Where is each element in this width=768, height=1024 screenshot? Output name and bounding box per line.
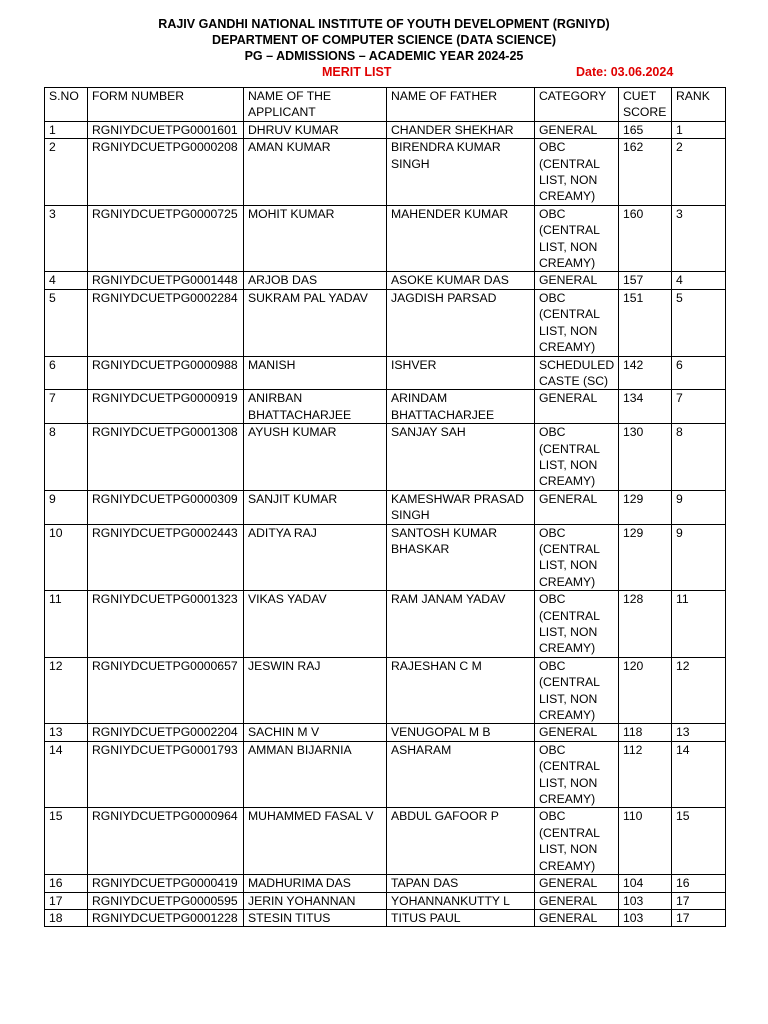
table-cell: RGNIYDCUETPG0000919 [88,390,244,424]
table-cell: AMAN KUMAR [244,139,387,206]
table-cell: 9 [672,490,726,524]
table-row [45,121,726,138]
table-cell: 5 [45,289,88,356]
column-header: S.NO [45,88,88,122]
table-cell: RGNIYDCUETPG0002284 [88,289,244,356]
table-cell: 8 [45,424,88,491]
table-cell: ISHVER [387,356,535,390]
table-cell: RGNIYDCUETPG0000964 [88,808,244,875]
table-cell: OBC (CENTRAL LIST, NON CREAMY) [535,657,619,724]
table-cell: SCHEDULED CASTE (SC) [535,356,619,390]
table-cell: 103 [619,909,672,926]
table-cell: GENERAL [535,121,619,138]
table-cell: 1 [45,121,88,138]
table-cell: 7 [672,390,726,424]
table-cell: 151 [619,289,672,356]
table-cell: 9 [672,524,726,591]
table-cell: 128 [619,591,672,658]
table-cell: ASHARAM [387,741,535,808]
table-cell: 13 [45,724,88,741]
table-row [45,356,726,390]
table-cell: ARINDAM BHATTACHARJEE [387,390,535,424]
table-cell: GENERAL [535,390,619,424]
table-cell: ANIRBAN BHATTACHARJEE [244,390,387,424]
table-cell: 1 [672,121,726,138]
table-cell: 13 [672,724,726,741]
table-cell: JAGDISH PARSAD [387,289,535,356]
table-cell: 2 [45,139,88,206]
table-cell: 103 [619,892,672,909]
table-header-row [45,88,726,122]
table-cell: 17 [672,892,726,909]
table-cell: 118 [619,724,672,741]
department-title: DEPARTMENT OF COMPUTER SCIENCE (DATA SCIENCE) [212,33,556,47]
table-cell: MUHAMMED FASAL V [244,808,387,875]
merit-list-label: MERIT LIST [322,65,392,79]
table-row [45,490,726,524]
table-cell: SUKRAM PAL YADAV [244,289,387,356]
column-header: RANK [672,88,726,122]
table-cell: 11 [672,591,726,658]
table-cell: RGNIYDCUETPG0001601 [88,121,244,138]
table-cell: MADHURIMA DAS [244,875,387,892]
table-cell: CHANDER SHEKHAR [387,121,535,138]
table-cell: 165 [619,121,672,138]
table-cell: GENERAL [535,490,619,524]
table-cell: SACHIN M V [244,724,387,741]
table-row [45,808,726,875]
table-body [45,121,726,927]
table-cell: RGNIYDCUETPG0001308 [88,424,244,491]
table-cell: RAM JANAM YADAV [387,591,535,658]
table-cell: ASOKE KUMAR DAS [387,272,535,289]
table-cell: 129 [619,490,672,524]
table-row [45,657,726,724]
table-cell: 15 [672,808,726,875]
table-cell: 142 [619,356,672,390]
table-cell: 2 [672,139,726,206]
table-cell: 9 [45,490,88,524]
table-cell: GENERAL [535,892,619,909]
table-cell: RGNIYDCUETPG0002443 [88,524,244,591]
table-cell: DHRUV KUMAR [244,121,387,138]
table-row [45,139,726,206]
merit-table [44,87,726,927]
table-cell: SANJIT KUMAR [244,490,387,524]
table-cell: RGNIYDCUETPG0000419 [88,875,244,892]
table-cell: 16 [672,875,726,892]
table-cell: YOHANNANKUTTY L [387,892,535,909]
table-cell: 10 [45,524,88,591]
column-header: NAME OF THE APPLICANT [244,88,387,122]
table-cell: ARJOB DAS [244,272,387,289]
table-cell: MOHIT KUMAR [244,205,387,272]
table-cell: 5 [672,289,726,356]
table-cell: OBC (CENTRAL LIST, NON CREAMY) [535,424,619,491]
table-cell: STESIN TITUS [244,909,387,926]
table-cell: RGNIYDCUETPG0000595 [88,892,244,909]
table-cell: JESWIN RAJ [244,657,387,724]
table-cell: 16 [45,875,88,892]
date-label: Date: 03.06.2024 [576,65,674,79]
column-header: CATEGORY [535,88,619,122]
table-cell: 6 [672,356,726,390]
table-cell: BIRENDRA KUMAR SINGH [387,139,535,206]
table-cell: 4 [45,272,88,289]
table-cell: ABDUL GAFOOR P [387,808,535,875]
table-row [45,390,726,424]
table-cell: 15 [45,808,88,875]
admissions-title: PG – ADMISSIONS – ACADEMIC YEAR 2024-25 [244,49,524,63]
table-cell: 6 [45,356,88,390]
table-cell: OBC (CENTRAL LIST, NON CREAMY) [535,591,619,658]
table-cell: VENUGOPAL M B [387,724,535,741]
table-row [45,272,726,289]
table-cell: 12 [672,657,726,724]
table-cell: 11 [45,591,88,658]
table-cell: TITUS PAUL [387,909,535,926]
table-cell: 129 [619,524,672,591]
table-row [45,909,726,926]
table-cell: 4 [672,272,726,289]
table-cell: 130 [619,424,672,491]
column-header: FORM NUMBER [88,88,244,122]
table-row [45,424,726,491]
table-cell: 162 [619,139,672,206]
table-cell: JERIN YOHANNAN [244,892,387,909]
table-cell: RAJESHAN C M [387,657,535,724]
table-cell: 3 [45,205,88,272]
table-row [45,289,726,356]
table-cell: GENERAL [535,909,619,926]
table-cell: 112 [619,741,672,808]
column-header: CUET SCORE [619,88,672,122]
table-cell: 134 [619,390,672,424]
table-cell: RGNIYDCUETPG0001448 [88,272,244,289]
table-cell: 7 [45,390,88,424]
table-row [45,741,726,808]
table-row [45,892,726,909]
table-cell: AMMAN BIJARNIA [244,741,387,808]
table-cell: RGNIYDCUETPG0001793 [88,741,244,808]
table-cell: 18 [45,909,88,926]
table-cell: RGNIYDCUETPG0001228 [88,909,244,926]
table-cell: RGNIYDCUETPG0000725 [88,205,244,272]
table-cell: RGNIYDCUETPG0000657 [88,657,244,724]
table-cell: 104 [619,875,672,892]
table-cell: 14 [45,741,88,808]
table-row [45,875,726,892]
table-cell: SANJAY SAH [387,424,535,491]
table-cell: GENERAL [535,272,619,289]
institute-title: RAJIV GANDHI NATIONAL INSTITUTE OF YOUTH DEVELOPMENT (RGNIYD) [158,17,610,31]
table-cell: 157 [619,272,672,289]
table-cell: 17 [672,909,726,926]
table-cell: KAMESHWAR PRASAD SINGH [387,490,535,524]
table-cell: 17 [45,892,88,909]
table-cell: RGNIYDCUETPG0000988 [88,356,244,390]
table-cell: OBC (CENTRAL LIST, NON CREAMY) [535,289,619,356]
table-cell: MANISH [244,356,387,390]
table-cell: OBC (CENTRAL LIST, NON CREAMY) [535,205,619,272]
table-cell: AYUSH KUMAR [244,424,387,491]
table-cell: GENERAL [535,875,619,892]
table-cell: 12 [45,657,88,724]
table-cell: RGNIYDCUETPG0000208 [88,139,244,206]
table-cell: TAPAN DAS [387,875,535,892]
table-cell: 120 [619,657,672,724]
table-cell: RGNIYDCUETPG0001323 [88,591,244,658]
table-cell: 14 [672,741,726,808]
table-cell: 8 [672,424,726,491]
table-cell: RGNIYDCUETPG0000309 [88,490,244,524]
table-cell: SANTOSH KUMAR BHASKAR [387,524,535,591]
table-cell: 3 [672,205,726,272]
table-cell: VIKAS YADAV [244,591,387,658]
table-cell: OBC (CENTRAL LIST, NON CREAMY) [535,741,619,808]
table-row [45,724,726,741]
table-cell: 110 [619,808,672,875]
table-cell: ADITYA RAJ [244,524,387,591]
table-cell: OBC (CENTRAL LIST, NON CREAMY) [535,808,619,875]
table-cell: GENERAL [535,724,619,741]
column-header: NAME OF FATHER [387,88,535,122]
table-cell: 160 [619,205,672,272]
table-row [45,524,726,591]
table-cell: OBC (CENTRAL LIST, NON CREAMY) [535,524,619,591]
table-row [45,205,726,272]
table-cell: MAHENDER KUMAR [387,205,535,272]
table-cell: RGNIYDCUETPG0002204 [88,724,244,741]
table-row [45,591,726,658]
table-cell: OBC (CENTRAL LIST, NON CREAMY) [535,139,619,206]
